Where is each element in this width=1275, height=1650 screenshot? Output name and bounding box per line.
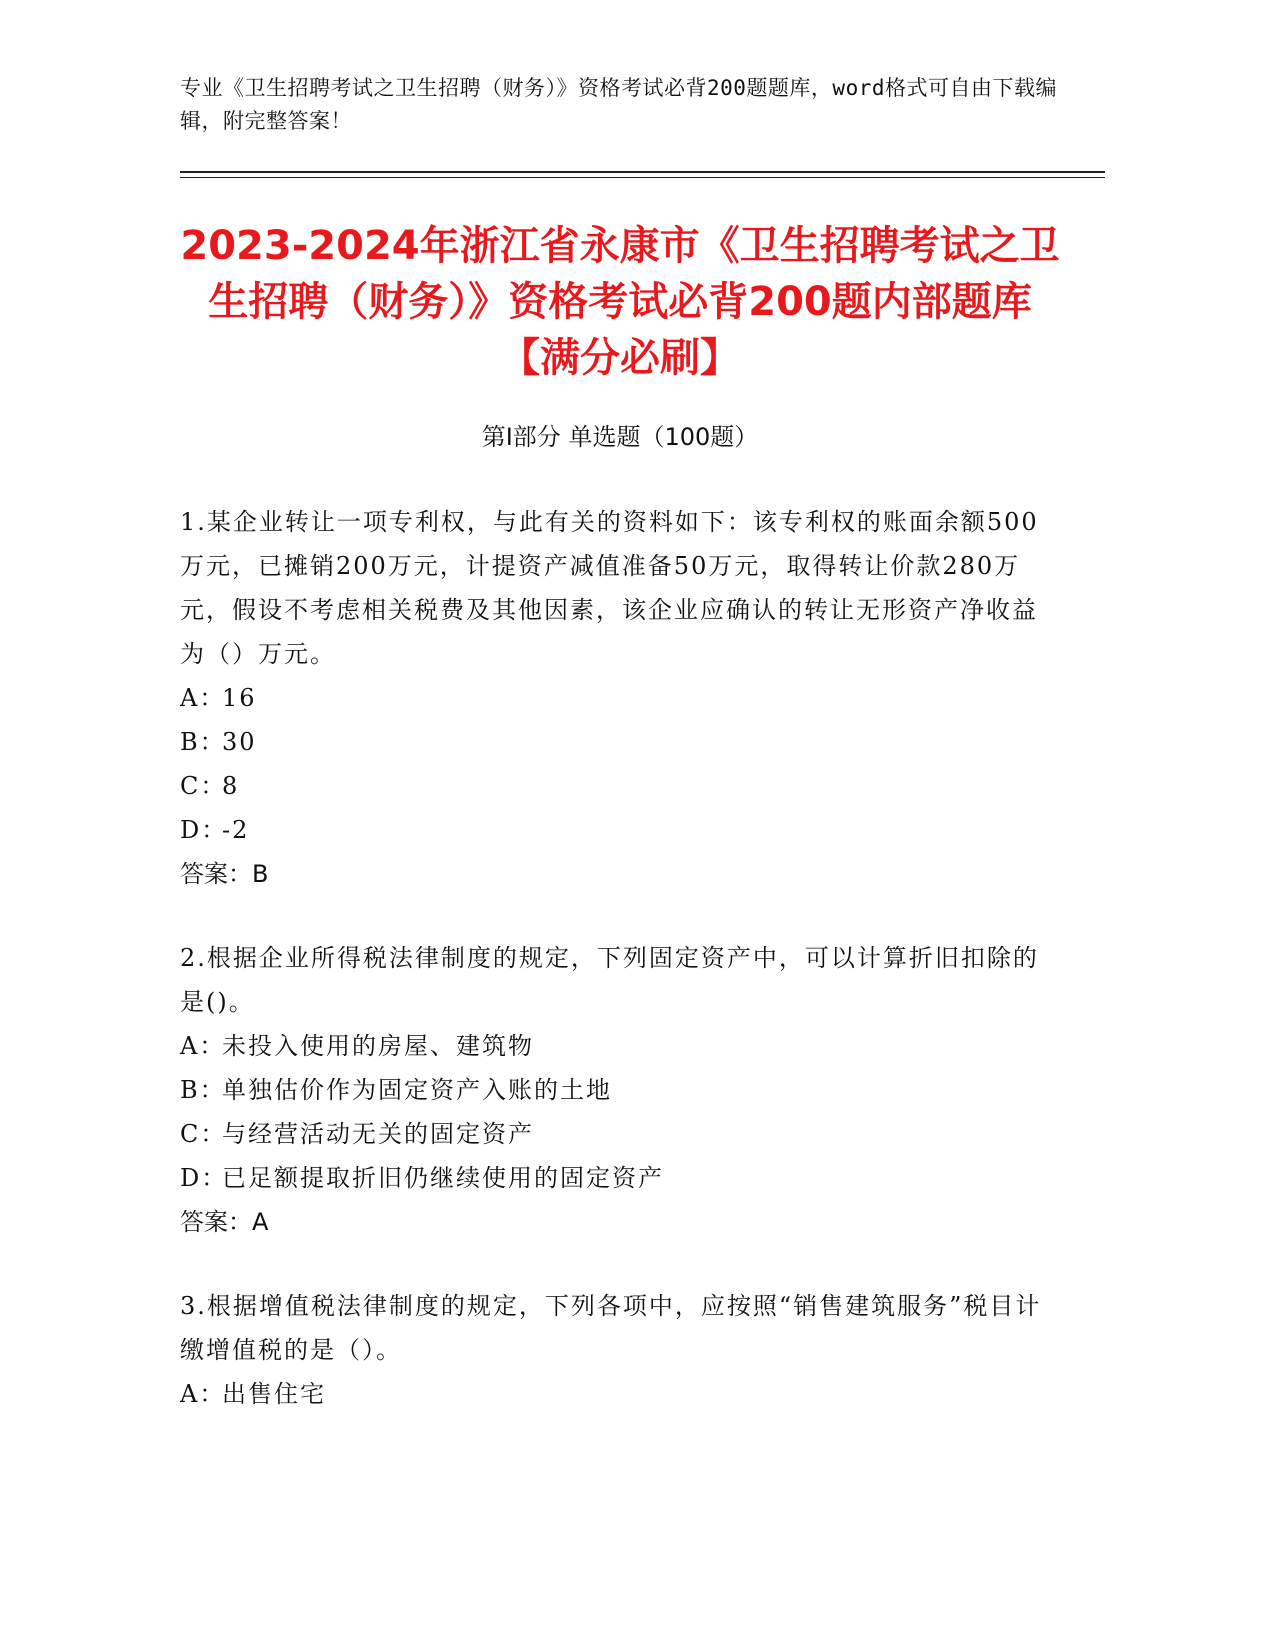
option-a [180,1372,1060,1416]
question-3 [180,1284,1060,1416]
option-key: A： [180,1032,226,1060]
answer-line: 答案：A [180,1208,269,1236]
question-stem: 3.根据增值税法律制度的规定，下列各项中，应按照“销售建筑服务”税目计缴增值税的是（）。 [180,1292,1042,1364]
option-a [180,676,1060,720]
header-divider-thick [180,171,1105,173]
option-c [180,764,1060,808]
header-divider-thin [180,177,1105,178]
option-text: 与经营活动无关的固定资产 [222,1120,534,1148]
option-key: A： [180,1380,226,1408]
option-key: C： [180,1120,227,1148]
option-text: 30 [222,728,257,756]
option-d [180,808,1060,852]
document-title: 2023-2024年浙江省永康市《卫生招聘考试之卫生招聘（财务）》资格考试必背200题内部题库【满分必刷】 [180,223,1060,381]
option-text: 出售住宅 [222,1380,326,1408]
option-key: D： [180,816,228,844]
option-b [180,720,1060,764]
option-text: -2 [222,816,250,844]
section-title: 第I部分 单选题（100题） [481,423,759,451]
question-stem: 2.根据企业所得税法律制度的规定，下列固定资产中，可以计算折旧扣除的是()。 [180,944,1039,1016]
option-c [180,1112,1060,1156]
option-text: 单独估价作为固定资产入账的土地 [222,1076,612,1104]
option-a [180,1024,1060,1068]
question-stem: 1.某企业转让一项专利权，与此有关的资料如下：该专利权的账面余额500万元，已摊销200万元，计提资产减值准备50万元，取得转让价款280万元，假设不考虑相关税费及其他因素，该企业应确认的转让无形资产净收益为（）万元。 [180,508,1039,668]
header-note: 专业《卫生招聘考试之卫生招聘（财务）》资格考试必背200题题库，word格式可自由下载编辑，附完整答案！ [180,76,1057,133]
option-key: C： [180,772,227,800]
option-key: B： [180,1076,226,1104]
option-b [180,1068,1060,1112]
option-text: 未投入使用的房屋、建筑物 [222,1032,534,1060]
question-1 [180,500,1060,896]
option-text: 16 [222,684,257,712]
option-key: A： [180,684,226,712]
question-2 [180,936,1060,1244]
option-text: 已足额提取折旧仍继续使用的固定资产 [222,1164,664,1192]
question-list [180,500,1060,1456]
option-key: B： [180,728,226,756]
option-text: 8 [222,772,240,800]
option-d [180,1156,1060,1200]
option-key: D： [180,1164,228,1192]
answer-line: 答案：B [180,860,269,888]
